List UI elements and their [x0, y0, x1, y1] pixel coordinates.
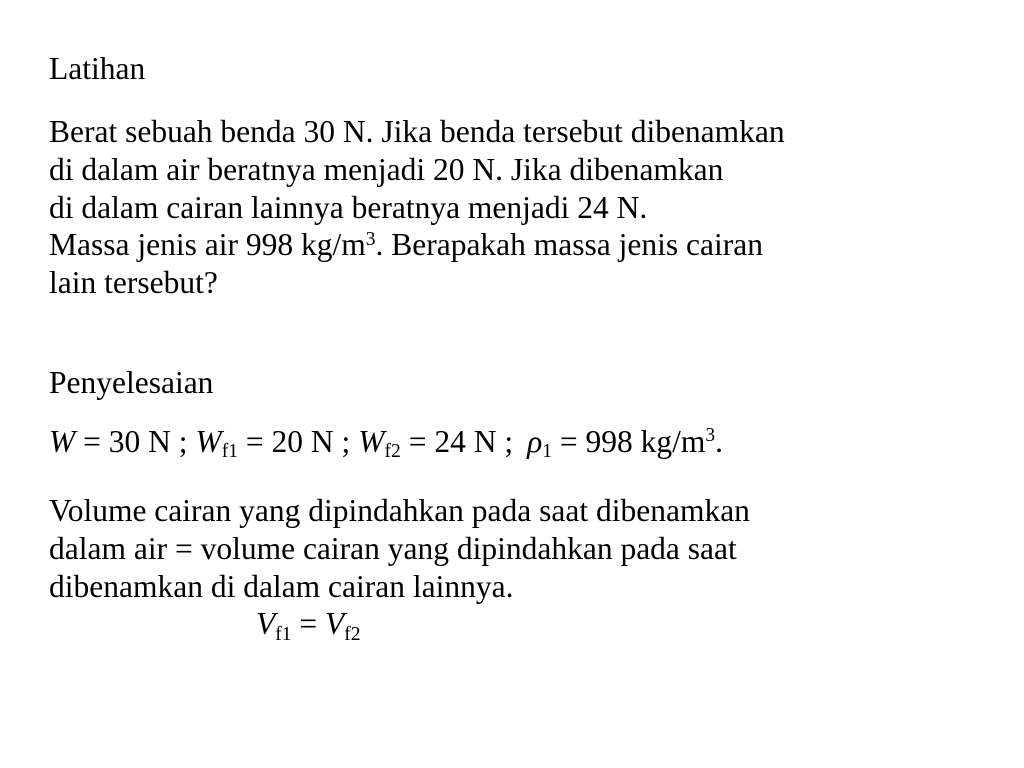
- wf1-sub: f1: [221, 441, 239, 463]
- problem-line-5: lain tersebut?: [49, 265, 218, 301]
- rho-sup: 3: [705, 425, 716, 447]
- wf1-value: = 20 N ;: [238, 424, 351, 459]
- heading-penyelesaian: Penyelesaian: [49, 365, 214, 400]
- explanation-line-3: dibenamkan di dalam cairan lainnya.: [49, 568, 514, 604]
- v-symbol-2: V: [325, 606, 345, 642]
- wf1-symbol: W: [195, 424, 222, 459]
- problem-line-1: Berat sebuah benda 30 N. Jika benda tersebut dibenamkan: [49, 114, 785, 149]
- explanation: [49, 492, 750, 643]
- problem-line-3: di dalam cairan lainnya beratnya menjadi 24 N.: [49, 189, 648, 225]
- wf2-value: = 24 N ;: [400, 424, 514, 459]
- rho-value: = 998 kg/m: [551, 424, 706, 459]
- heading-latihan: Latihan: [49, 51, 146, 86]
- problem-statement: [49, 113, 785, 302]
- v-symbol-1: V: [256, 606, 276, 642]
- wf2-sub: f2: [384, 441, 401, 463]
- w-symbol: W: [49, 424, 76, 459]
- equation-line: [49, 605, 750, 643]
- given-values: [49, 423, 723, 461]
- equation-equals: =: [291, 606, 326, 642]
- explanation-line-2: dalam air = volume cairan yang dipindahkan pada saat: [49, 530, 737, 566]
- problem-line-2: di dalam air beratnya menjadi 20 N. Jika dibenamkan: [49, 151, 724, 187]
- rho-sub: 1: [542, 441, 552, 463]
- v-sub-2: f2: [344, 623, 361, 645]
- explanation-line-1: Volume cairan yang dipindahkan pada saat dibenamkan: [49, 493, 750, 528]
- problem-line-4-sup: 3: [365, 228, 376, 250]
- w-value: = 30 N ;: [75, 424, 188, 459]
- v-sub-1: f1: [275, 623, 292, 645]
- wf2-symbol: W: [358, 424, 385, 459]
- problem-line-4-a: Massa jenis air 998 kg/m: [49, 227, 366, 263]
- problem-line-4-b: . Berapakah massa jenis cairan: [375, 227, 763, 263]
- rho-symbol: ρ: [527, 424, 543, 459]
- rho-end: .: [715, 424, 724, 459]
- problem-line-4: [49, 226, 785, 264]
